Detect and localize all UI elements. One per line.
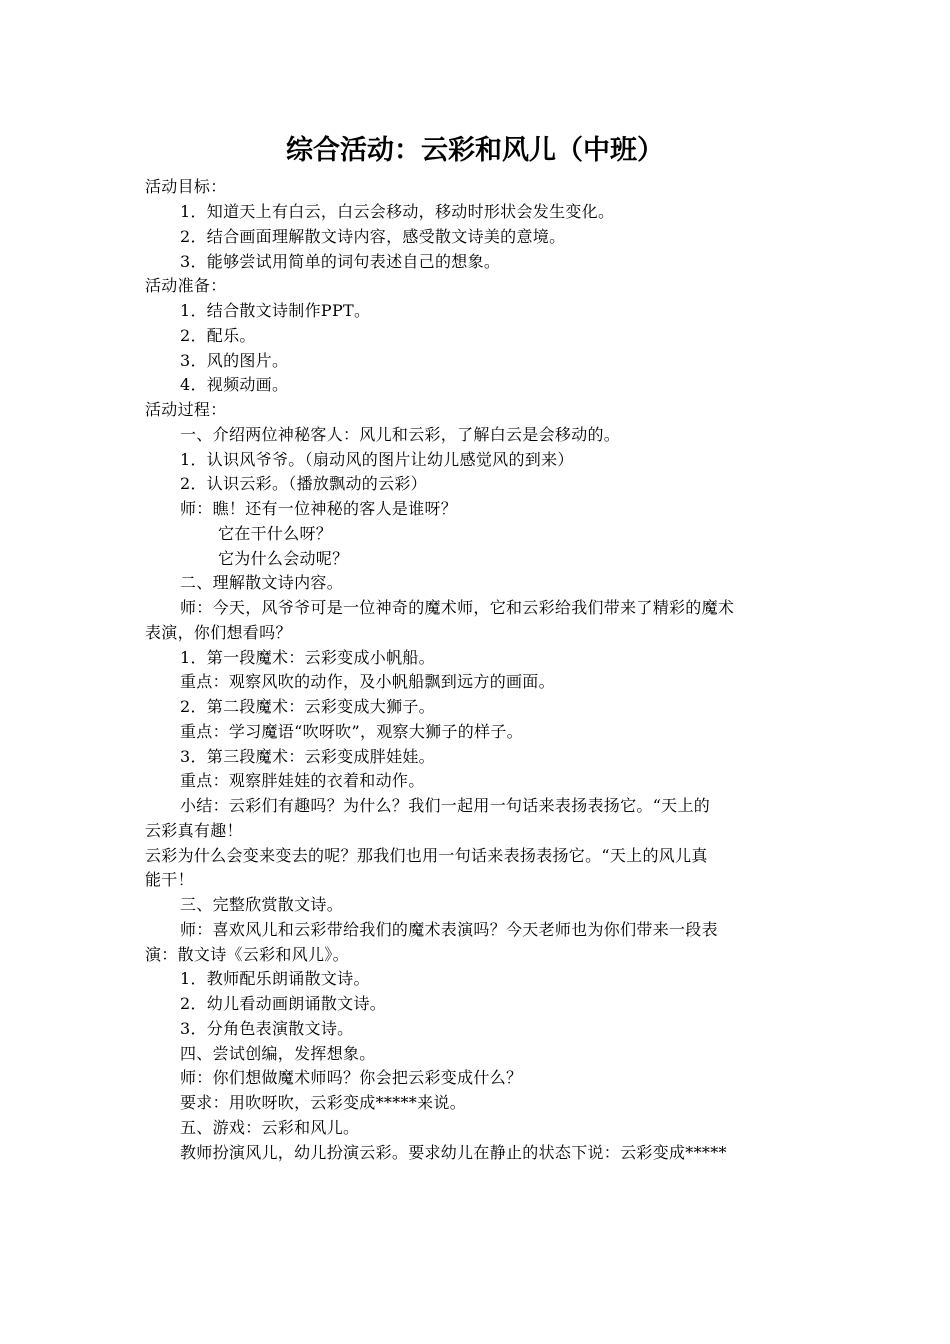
paragraph-line: 云彩为什么会变来变去的呢？那我们也用一句话来表扬表扬它。“天上的风儿真 bbox=[145, 846, 708, 865]
paragraph-line: 云彩真有趣！ bbox=[145, 821, 243, 840]
paragraph-line: 1．第一段魔术：云彩变成小帆船。 bbox=[180, 648, 435, 667]
paragraph-line: 重点：观察胖娃娃的衣着和动作。 bbox=[180, 771, 425, 790]
paragraph-line: 师：你们想做魔术师吗？你会把云彩变成什么？ bbox=[180, 1068, 523, 1087]
paragraph-line: 重点：观察风吹的动作，及小帆船飘到远方的画面。 bbox=[180, 672, 555, 691]
section-heading-preparation: 活动准备： bbox=[145, 276, 227, 295]
paragraph-line: 3．能够尝试用简单的词句表述自己的想象。 bbox=[180, 252, 501, 271]
paragraph-line: 3．风的图片。 bbox=[180, 351, 289, 370]
paragraph-line: 2．幼儿看动画朗诵散文诗。 bbox=[180, 994, 387, 1013]
paragraph-line: 教师扮演风儿，幼儿扮演云彩。要求幼儿在静止的状态下说：云彩变成***** bbox=[180, 1143, 727, 1162]
paragraph-line: 演：散文诗《云彩和风儿》。 bbox=[145, 945, 349, 964]
paragraph-line: 3．第三段魔术：云彩变成胖娃娃。 bbox=[180, 747, 435, 766]
document-title: 综合活动：云彩和风儿（中班） bbox=[286, 135, 664, 166]
paragraph-line: 师：喜欢风儿和云彩带给我们的魔术表演吗？今天老师也为你们带来一段表 bbox=[180, 920, 718, 939]
paragraph-line: 二、理解散文诗内容。 bbox=[180, 573, 344, 592]
paragraph-line: 它为什么会动呢？ bbox=[218, 549, 349, 568]
paragraph-line: 小结：云彩们有趣吗？为什么？我们一起用一句话来表扬表扬它。“天上的 bbox=[180, 796, 711, 815]
paragraph-line: 4．视频动画。 bbox=[180, 375, 289, 394]
paragraph-line: 五、游戏：云彩和风儿。 bbox=[180, 1118, 360, 1137]
paragraph-line: 2．配乐。 bbox=[180, 326, 256, 345]
section-heading-process: 活动过程： bbox=[145, 400, 227, 419]
paragraph-line: 1．认识风爷爷。（扇动风的图片让幼儿感觉风的到来） bbox=[180, 450, 574, 469]
paragraph-line: 2．认识云彩。（播放飘动的云彩） bbox=[180, 474, 427, 493]
paragraph-line: 四、尝试创编，发挥想象。 bbox=[180, 1044, 376, 1063]
paragraph-line: 要求：用吹呀吹，云彩变成*****来说。 bbox=[180, 1093, 467, 1112]
paragraph-line: 师：今天，风爷爷可是一位神奇的魔术师，它和云彩给我们带来了精彩的魔术 bbox=[180, 598, 735, 617]
paragraph-line: 表演，你们想看吗？ bbox=[145, 623, 292, 642]
paragraph-line: 它在干什么呀？ bbox=[218, 524, 333, 543]
paragraph-line: 1．结合散文诗制作PPT。 bbox=[180, 301, 371, 320]
paragraph-line: 重点：学习魔语“吹呀吹”，观察大狮子的样子。 bbox=[180, 722, 523, 741]
paragraph-line: 3．分角色表演散文诗。 bbox=[180, 1019, 354, 1038]
paragraph-line: 2．第二段魔术：云彩变成大狮子。 bbox=[180, 697, 435, 716]
paragraph-line: 1．教师配乐朗诵散文诗。 bbox=[180, 969, 370, 988]
paragraph-line: 能干！ bbox=[145, 870, 194, 889]
paragraph-line: 一、介绍两位神秘客人：风儿和云彩，了解白云是会移动的。 bbox=[180, 425, 621, 444]
paragraph-line: 2．结合画面理解散文诗内容，感受散文诗美的意境。 bbox=[180, 227, 566, 246]
paragraph-line: 三、完整欣赏散文诗。 bbox=[180, 895, 344, 914]
paragraph-line: 1．知道天上有白云，白云会移动，移动时形状会发生变化。 bbox=[180, 202, 615, 221]
paragraph-line: 师：瞧！还有一位神秘的客人是谁呀？ bbox=[180, 499, 458, 518]
section-heading-goals: 活动目标： bbox=[145, 177, 227, 196]
